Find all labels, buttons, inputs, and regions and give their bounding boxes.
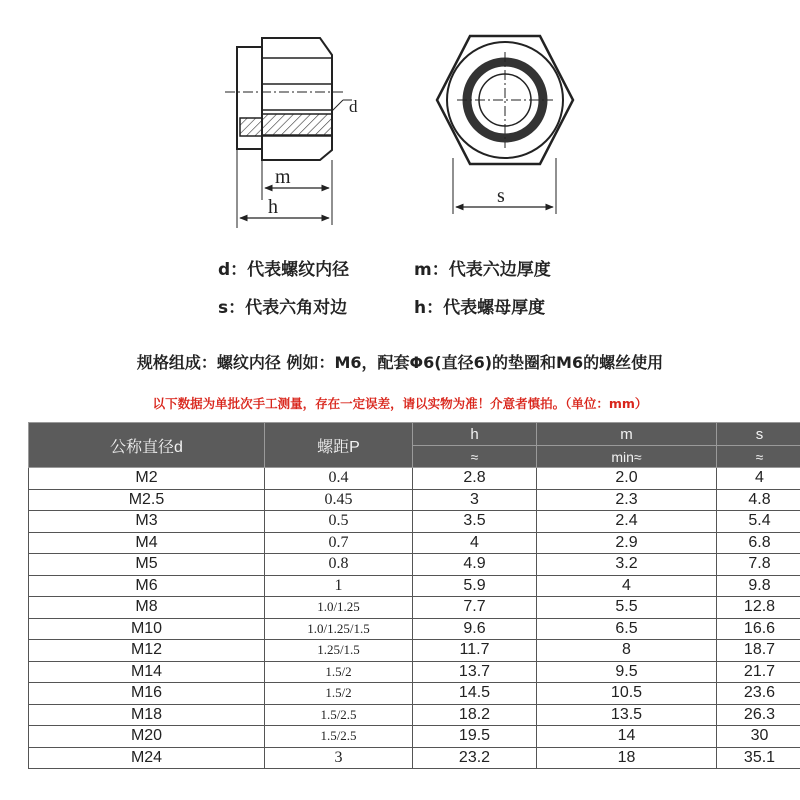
cell-nominal-diameter: M6: [29, 575, 265, 597]
cell-nominal-diameter: M10: [29, 618, 265, 640]
spec-table-body: [29, 468, 800, 769]
cell-nominal-diameter: M16: [29, 683, 265, 705]
cell-h: 3: [413, 489, 537, 511]
legend-h: h：代表螺母厚度: [414, 298, 546, 318]
cell-nominal-diameter: M2.5: [29, 489, 265, 511]
cell-pitch: 1.25/1.5: [265, 640, 413, 662]
cell-pitch: 1.0/1.25: [265, 597, 413, 619]
table-row: [29, 597, 800, 619]
cell-nominal-diameter: M18: [29, 704, 265, 726]
cell-s: 7.8: [717, 554, 800, 576]
cell-h: 4: [413, 532, 537, 554]
cell-s: 35.1: [717, 747, 800, 769]
header-m: m: [537, 423, 717, 446]
cell-pitch: 3: [265, 747, 413, 769]
table-row: [29, 618, 800, 640]
nut-side-view: [225, 38, 352, 228]
table-row: [29, 489, 800, 511]
nut-front-view: [437, 36, 573, 214]
header-m-sub: min≈: [537, 446, 717, 468]
cell-s: 16.6: [717, 618, 800, 640]
cell-nominal-diameter: M8: [29, 597, 265, 619]
cell-h: 23.2: [413, 747, 537, 769]
cell-s: 21.7: [717, 661, 800, 683]
cell-h: 18.2: [413, 704, 537, 726]
cell-pitch: 0.45: [265, 489, 413, 511]
cell-m: 2.9: [537, 532, 717, 554]
table-row: [29, 683, 800, 705]
table-row: [29, 661, 800, 683]
table-row: [29, 468, 800, 490]
cell-nominal-diameter: M5: [29, 554, 265, 576]
cell-m: 10.5: [537, 683, 717, 705]
label-h: h: [268, 196, 278, 218]
cell-pitch: 0.5: [265, 511, 413, 533]
cell-s: 4.8: [717, 489, 800, 511]
cell-nominal-diameter: M4: [29, 532, 265, 554]
cell-nominal-diameter: M24: [29, 747, 265, 769]
label-d: d: [349, 97, 358, 116]
table-row: [29, 640, 800, 662]
spec-description: 规格组成：螺纹内径 例如：M6，配套Φ6(直径6)的垫圈和M6的螺丝使用: [136, 353, 664, 372]
measurement-warning: 以下数据为单批次手工测量，存在一定误差，请以实物为准！介意者慎拍。（单位：mm）: [152, 396, 648, 411]
cell-h: 3.5: [413, 511, 537, 533]
cell-h: 19.5: [413, 726, 537, 748]
cell-m: 6.5: [537, 618, 717, 640]
cell-s: 5.4: [717, 511, 800, 533]
cell-s: 9.8: [717, 575, 800, 597]
cell-m: 2.3: [537, 489, 717, 511]
cell-nominal-diameter: M3: [29, 511, 265, 533]
table-row: [29, 747, 800, 769]
header-h: h: [413, 423, 537, 446]
cell-pitch: 1: [265, 575, 413, 597]
cell-pitch: 1.0/1.25/1.5: [265, 618, 413, 640]
cell-pitch: 1.5/2: [265, 661, 413, 683]
nut-technical-drawing: [0, 0, 800, 240]
header-nominal-diameter: 公称直径d: [29, 423, 265, 468]
cell-m: 14: [537, 726, 717, 748]
cell-nominal-diameter: M2: [29, 468, 265, 490]
cell-s: 23.6: [717, 683, 800, 705]
cell-s: 26.3: [717, 704, 800, 726]
cell-h: 2.8: [413, 468, 537, 490]
cell-m: 3.2: [537, 554, 717, 576]
cell-m: 5.5: [537, 597, 717, 619]
table-row: [29, 575, 800, 597]
label-m: m: [275, 166, 291, 188]
cell-m: 4: [537, 575, 717, 597]
header-h-sub: ≈: [413, 446, 537, 468]
cell-h: 11.7: [413, 640, 537, 662]
cell-pitch: 1.5/2.5: [265, 704, 413, 726]
legend-m: m：代表六边厚度: [414, 260, 551, 280]
cell-nominal-diameter: M20: [29, 726, 265, 748]
label-s: s: [497, 185, 505, 207]
cell-m: 2.4: [537, 511, 717, 533]
legend-s: s：代表六角对边: [218, 298, 348, 318]
cell-h: 4.9: [413, 554, 537, 576]
cell-m: 13.5: [537, 704, 717, 726]
legend-d: d：代表螺纹内径: [218, 260, 350, 280]
cell-h: 9.6: [413, 618, 537, 640]
header-pitch: 螺距P: [265, 423, 413, 468]
table-row: [29, 554, 800, 576]
cell-m: 2.0: [537, 468, 717, 490]
cell-nominal-diameter: M14: [29, 661, 265, 683]
cell-pitch: 0.8: [265, 554, 413, 576]
table-row: [29, 532, 800, 554]
cell-pitch: 0.4: [265, 468, 413, 490]
cell-pitch: 1.5/2: [265, 683, 413, 705]
spec-table: [28, 422, 800, 769]
header-s-sub: ≈: [717, 446, 800, 468]
table-row: [29, 726, 800, 748]
cell-s: 18.7: [717, 640, 800, 662]
cell-h: 5.9: [413, 575, 537, 597]
cell-m: 9.5: [537, 661, 717, 683]
cell-nominal-diameter: M12: [29, 640, 265, 662]
cell-m: 8: [537, 640, 717, 662]
table-row: [29, 704, 800, 726]
cell-h: 14.5: [413, 683, 537, 705]
header-s: s: [717, 423, 800, 446]
cell-m: 18: [537, 747, 717, 769]
cell-h: 7.7: [413, 597, 537, 619]
cell-s: 4: [717, 468, 800, 490]
table-row: [29, 511, 800, 533]
cell-s: 6.8: [717, 532, 800, 554]
cell-s: 12.8: [717, 597, 800, 619]
cell-h: 13.7: [413, 661, 537, 683]
cell-pitch: 1.5/2.5: [265, 726, 413, 748]
cell-s: 30: [717, 726, 800, 748]
cell-pitch: 0.7: [265, 532, 413, 554]
